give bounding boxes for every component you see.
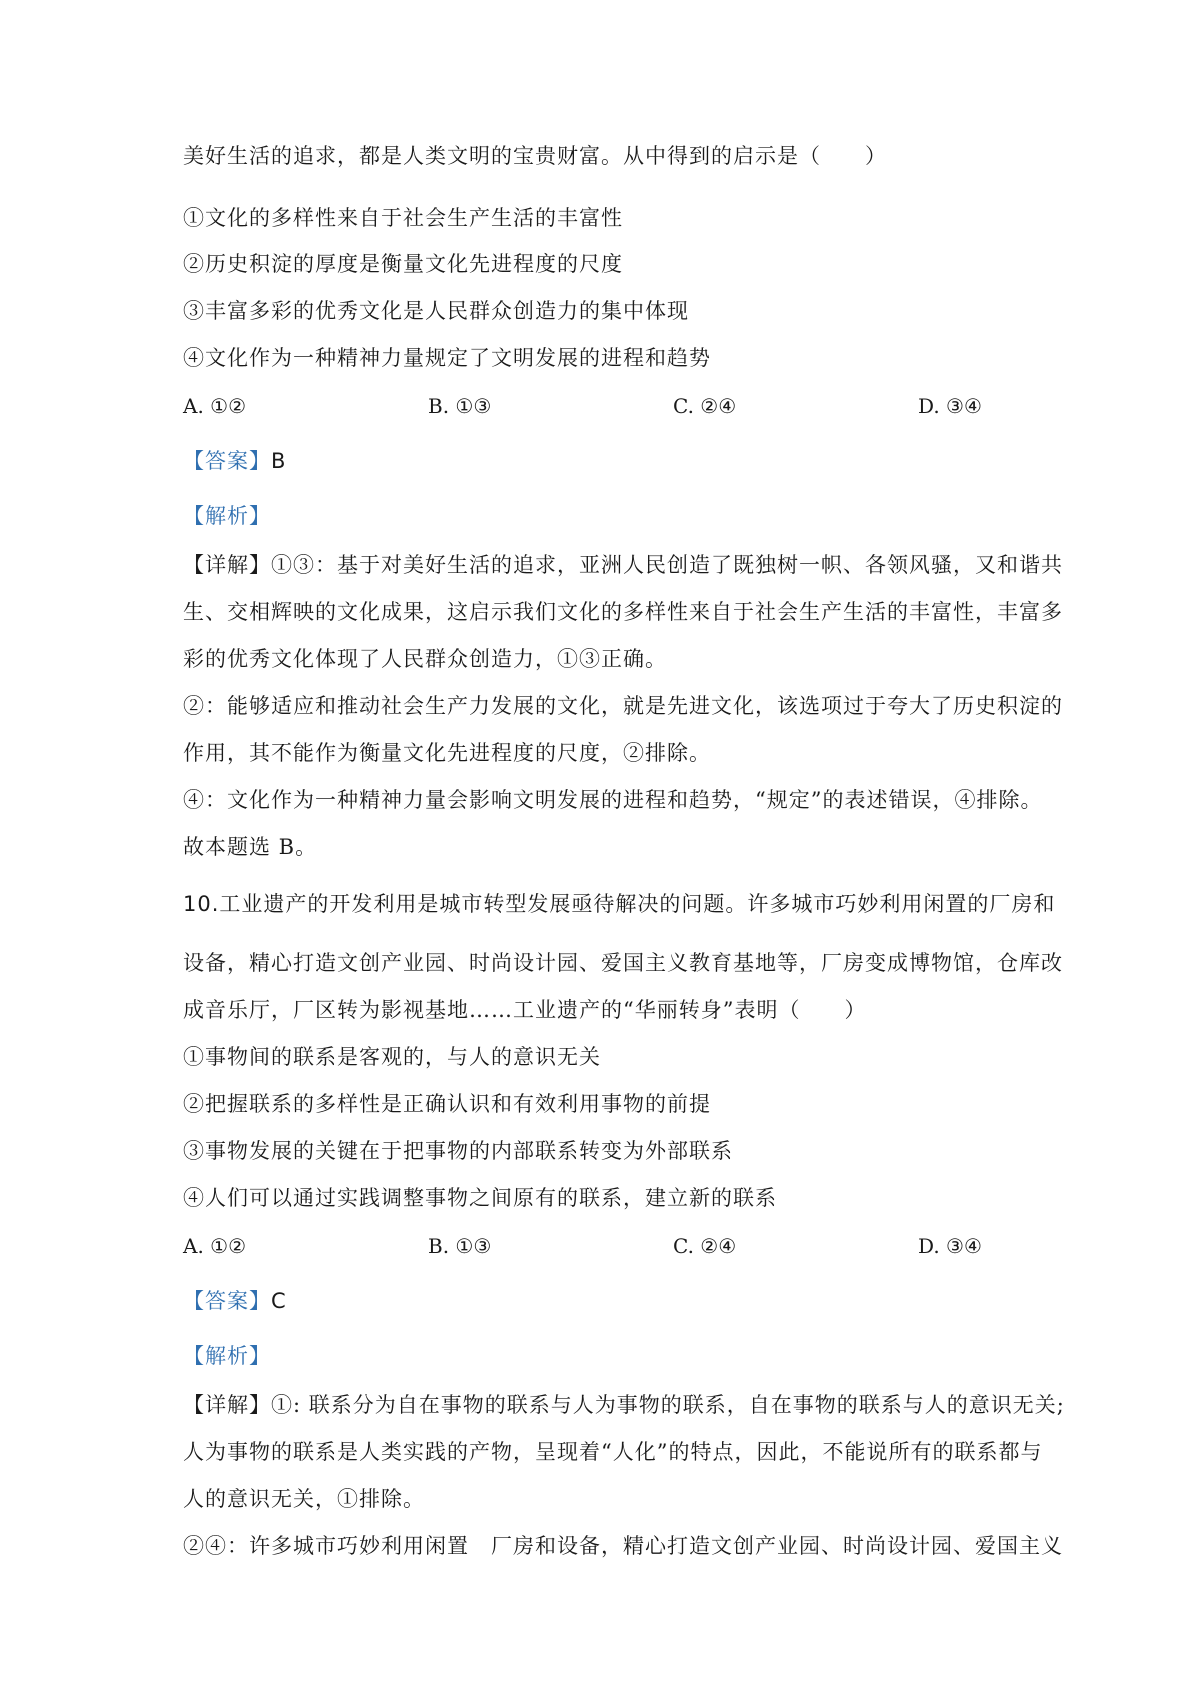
q9-explanation-line-7: 故本题选 B。 <box>183 835 318 859</box>
q9-explanation-line-1: 【详解】①③：基于对美好生活的追求，亚洲人民创造了既独树一帜、各领风骚，又和谐共 <box>183 553 1063 577</box>
q9-option-b: B. ①③ <box>428 394 492 418</box>
q10-answer-value: C <box>271 1289 287 1313</box>
q9-explanation-line-3: 彩的优秀文化体现了人民群众创造力，①③正确。 <box>183 647 667 671</box>
q10-explanation-line-1: 【详解】①: 联系分为自在事物的联系与人为事物的联系，自在事物的联系与人的意识无关; <box>183 1393 1065 1417</box>
q10-explanation-line-4: ②④：许多城市巧妙利用闲置 厂房和设备，精心打造文创产业园、时尚设计园、爱国主义 <box>183 1534 1063 1558</box>
q9-explanation-line-4: ②：能够适应和推动社会生产力发展的文化，就是先进文化，该选项过于夸大了历史积淀的 <box>183 694 1063 718</box>
q9-option-a: A. ①② <box>183 394 247 418</box>
q10-statement-3: ③事物发展的关键在于把事物的内部联系转变为外部联系 <box>183 1139 733 1163</box>
q9-answer-label: 【答案】 <box>183 449 271 473</box>
q10-option-b: B. ①③ <box>428 1234 492 1258</box>
q10-statement-1: ①事物间的联系是客观的，与人的意识无关 <box>183 1045 601 1069</box>
q10-statement-2: ②把握联系的多样性是正确认识和有效利用事物的前提 <box>183 1092 711 1116</box>
q10-stem-line-1 <box>183 889 1055 919</box>
q9-analysis-label: 【解析】 <box>183 504 271 528</box>
q10-answer <box>183 1286 287 1316</box>
q10-answer-label: 【答案】 <box>183 1289 271 1313</box>
q9-explanation-line-5: 作用，其不能作为衡量文化先进程度的尺度，②排除。 <box>183 741 711 765</box>
q10-option-d: D. ③④ <box>918 1234 982 1258</box>
q9-answer <box>183 446 286 476</box>
q10-stem-line-3: 成音乐厅，厂区转为影视基地……工业遗产的“华丽转身”表明（ ） <box>183 998 867 1022</box>
q10-statement-4: ④人们可以通过实践调整事物之间原有的联系，建立新的联系 <box>183 1186 777 1210</box>
q9-answer-value: B <box>271 449 287 473</box>
q9-explanation-line-2: 生、交相辉映的文化成果，这启示我们文化的多样性来自于社会生产生活的丰富性，丰富多 <box>183 600 1063 624</box>
q9-statement-1: ①文化的多样性来自于社会生产生活的丰富性 <box>183 206 623 230</box>
q10-stem-line-2: 设备，精心打造文创产业园、时尚设计园、爱国主义教育基地等，厂房变成博物馆，仓库改 <box>183 951 1063 975</box>
q9-stem-tail: 美好生活的追求，都是人类文明的宝贵财富。从中得到的启示是（ ） <box>183 144 887 168</box>
q10-explanation-line-2: 人为事物的联系是人类实践的产物，呈现着“人化”的特点，因此，不能说所有的联系都与 <box>183 1440 1043 1464</box>
q10-number: 10. <box>183 892 220 916</box>
q10-analysis-label: 【解析】 <box>183 1344 271 1368</box>
q9-statement-4: ④文化作为一种精神力量规定了文明发展的进程和趋势 <box>183 346 711 370</box>
q9-statement-2: ②历史积淀的厚度是衡量文化先进程度的尺度 <box>183 252 623 276</box>
q9-statement-3: ③丰富多彩的优秀文化是人民群众创造力的集中体现 <box>183 299 689 323</box>
q10-explanation-line-3: 人的意识无关，①排除。 <box>183 1487 425 1511</box>
q9-option-d: D. ③④ <box>918 394 982 418</box>
q9-explanation-line-6: ④：文化作为一种精神力量会影响文明发展的进程和趋势，“规定”的表述错误，④排除。 <box>183 788 1043 812</box>
q10-option-a: A. ①② <box>183 1234 247 1258</box>
q10-option-c: C. ②④ <box>673 1234 737 1258</box>
q10-stem-text-1: 工业遗产的开发利用是城市转型发展亟待解决的问题。许多城市巧妙利用闲置的厂房和 <box>219 892 1056 916</box>
q9-option-c: C. ②④ <box>673 394 737 418</box>
